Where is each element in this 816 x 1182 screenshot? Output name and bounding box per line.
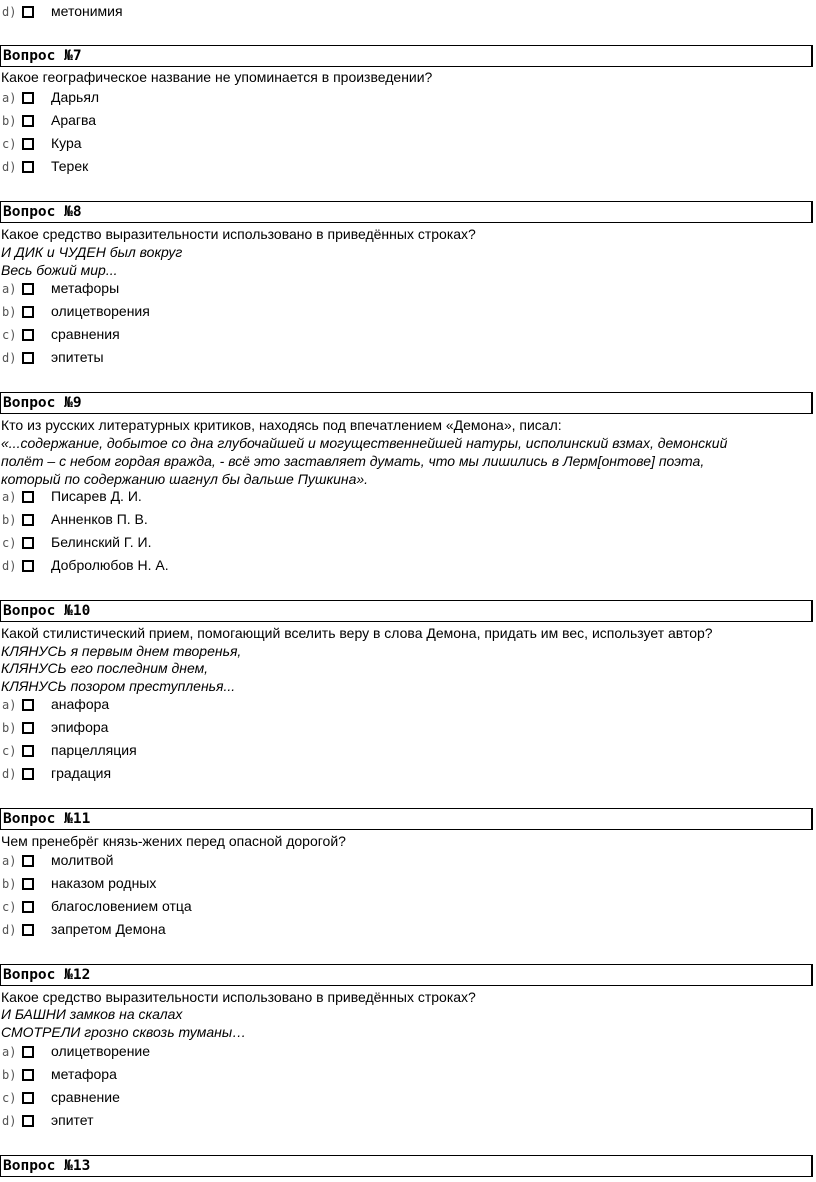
option-text: метафоры: [51, 280, 120, 296]
question-11-header: [0, 808, 813, 830]
checkbox-icon[interactable]: [22, 1092, 34, 1104]
checkbox-icon[interactable]: [22, 901, 34, 913]
checkbox-icon[interactable]: [22, 161, 34, 173]
question-title: Вопрос №8: [3, 204, 82, 220]
option-text: благословением отца: [51, 898, 192, 914]
question-text: Какое средство выразительности использовано в приведённых строках?: [1, 989, 476, 1005]
checkbox-icon[interactable]: [22, 878, 34, 890]
checkbox-icon[interactable]: [22, 329, 34, 341]
option-letter: a): [2, 490, 17, 504]
quote-line: И БАШНИ замков на скалах: [1, 1006, 183, 1022]
option-letter: b): [2, 114, 17, 128]
question-7-header: [0, 45, 813, 67]
option-letter: d): [2, 767, 17, 781]
checkbox-icon[interactable]: [22, 306, 34, 318]
question-text: Какое географическое название не упоминается в произведении?: [1, 69, 433, 85]
question-title: Вопрос №11: [3, 811, 91, 827]
question-text: Какой стилистический прием, помогающий вселить веру в слова Демона, придать им вес, использует автор?: [1, 625, 713, 641]
quote-line: который по содержанию шагнул бы дальше Пушкина».: [1, 471, 369, 487]
checkbox-icon[interactable]: [22, 1115, 34, 1127]
quote-line: полёт – с небом гордая вражда, - всё это заставляет думать, что мы лишились в Лерм[онтове] поэта,: [1, 453, 705, 469]
question-title: Вопрос №12: [3, 967, 91, 983]
option-text: Кура: [51, 135, 82, 151]
quote-line: «...содержание, добытое со дна глубочайшей и могущественнейшей натуры, исполинский взмах, демонский: [1, 435, 728, 451]
option-text: Писарев Д. И.: [51, 488, 142, 504]
checkbox-icon[interactable]: [22, 722, 34, 734]
question-13-header: [0, 1155, 813, 1177]
question-9-header: [0, 392, 813, 414]
checkbox-icon[interactable]: [22, 115, 34, 127]
option-letter: c): [2, 900, 17, 914]
option-text: эпифора: [51, 719, 109, 735]
checkbox-icon[interactable]: [22, 283, 34, 295]
option-text: Дарьял: [51, 89, 100, 105]
checkbox-icon[interactable]: [22, 537, 34, 549]
question-title: Вопрос №10: [3, 603, 91, 619]
checkbox-icon[interactable]: [22, 699, 34, 711]
quote-line: КЛЯНУСЬ я первым днем творенья,: [1, 643, 242, 659]
question-text: Какое средство выразительности использовано в приведённых строках?: [1, 226, 476, 242]
question-text: Кто из русских литературных критиков, находясь под впечатлением «Демона», писал:: [1, 417, 562, 433]
question-text: Чем пренебрёг князь-жених перед опасной дорогой?: [1, 833, 346, 849]
quote-line: СМОТРЕЛИ грозно сквозь туманы…: [1, 1024, 247, 1040]
option-text: наказом родных: [51, 875, 157, 891]
checkbox-icon[interactable]: [22, 92, 34, 104]
option-letter: b): [2, 1068, 17, 1082]
checkbox-icon[interactable]: [22, 514, 34, 526]
option-text: сравнения: [51, 326, 120, 342]
checkbox-icon[interactable]: [22, 855, 34, 867]
option-text: Добролюбов Н. А.: [51, 557, 169, 573]
option-letter: d): [2, 351, 17, 365]
option-letter: c): [2, 1091, 17, 1105]
option-letter: a): [2, 282, 17, 296]
option-letter: a): [2, 854, 17, 868]
question-title: Вопрос №9: [3, 395, 82, 411]
option-text: молитвой: [51, 852, 114, 868]
checkbox-icon[interactable]: [22, 560, 34, 572]
option-letter: d): [2, 559, 17, 573]
option-letter: b): [2, 721, 17, 735]
option-letter: a): [2, 1045, 17, 1059]
quote-line: Весь божий мир...: [1, 262, 118, 278]
checkbox-icon[interactable]: [22, 745, 34, 757]
option-text: анафора: [51, 696, 110, 712]
option-text: эпитеты: [51, 349, 104, 365]
option-text: сравнение: [51, 1089, 120, 1105]
option-letter: c): [2, 137, 17, 151]
option-text: Белинский Г. И.: [51, 534, 152, 550]
option-letter: b): [2, 305, 17, 319]
option-letter: b): [2, 513, 17, 527]
option-text: олицетворения: [51, 303, 150, 319]
option-text: запретом Демона: [51, 921, 166, 937]
option-text: олицетворение: [51, 1043, 151, 1059]
checkbox-icon[interactable]: [22, 924, 34, 936]
option-letter: c): [2, 536, 17, 550]
option-letter: d): [2, 923, 17, 937]
question-12-header: [0, 964, 813, 986]
option-text: градация: [51, 765, 112, 781]
option-letter: a): [2, 91, 17, 105]
quote-line: И ДИК и ЧУДЕН был вокруг: [1, 244, 183, 260]
question-title: Вопрос №13: [3, 1158, 91, 1174]
checkbox-icon[interactable]: [22, 6, 34, 18]
option-text: Терек: [51, 158, 89, 174]
question-10-header: [0, 600, 813, 622]
option-letter: c): [2, 328, 17, 342]
option-letter: c): [2, 744, 17, 758]
option-letter: a): [2, 698, 17, 712]
option-text: парцелляция: [51, 742, 137, 758]
checkbox-icon[interactable]: [22, 138, 34, 150]
checkbox-icon[interactable]: [22, 352, 34, 364]
quote-line: КЛЯНУСЬ позором преступленья...: [1, 678, 236, 694]
option-letter: d): [2, 5, 17, 19]
question-8-header: [0, 201, 813, 223]
option-letter: d): [2, 1114, 17, 1128]
option-letter: d): [2, 160, 17, 174]
option-text: метонимия: [51, 3, 123, 19]
option-text: Арагва: [51, 112, 97, 128]
option-text: метафора: [51, 1066, 117, 1082]
option-text: Анненков П. В.: [51, 511, 148, 527]
option-text: эпитет: [51, 1112, 94, 1128]
checkbox-icon[interactable]: [22, 1046, 34, 1058]
checkbox-icon[interactable]: [22, 768, 34, 780]
quote-line: КЛЯНУСЬ его последним днем,: [1, 660, 209, 676]
question-title: Вопрос №7: [3, 48, 82, 64]
option-letter: b): [2, 877, 17, 891]
checkbox-icon[interactable]: [22, 491, 34, 503]
checkbox-icon[interactable]: [22, 1069, 34, 1081]
